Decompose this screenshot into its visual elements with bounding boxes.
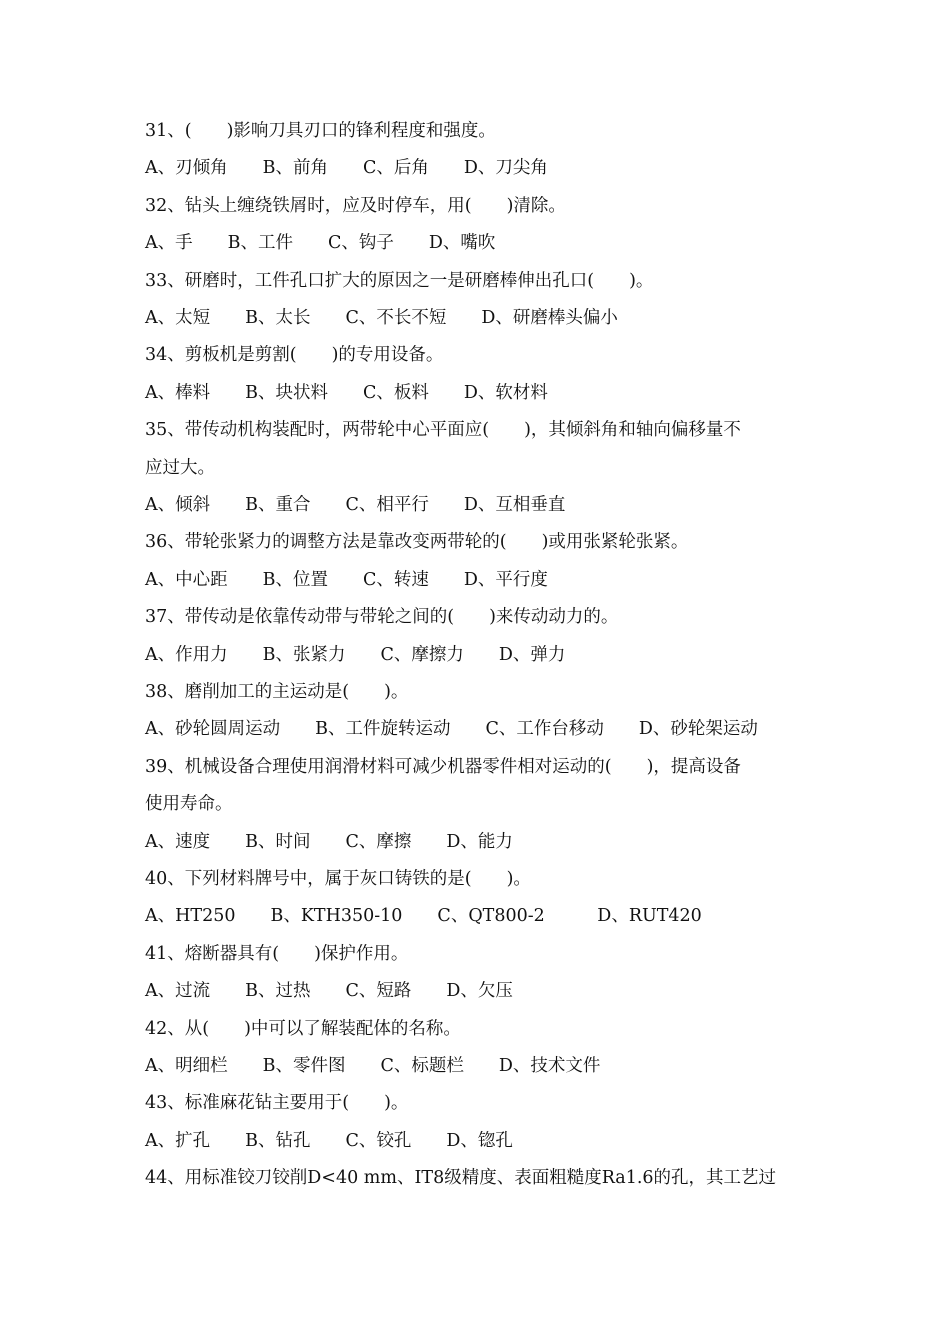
question-41: 41、熔断器具有( )保护作用。 xyxy=(145,944,409,964)
question-39: 39、机械设备合理使用润滑材料可减少机器零件相对运动的( )，提高设备 xyxy=(145,757,741,777)
options-40: A、HT250 B、KTH350-10 C、QT800-2 D、RUT420 xyxy=(145,906,702,926)
question-33: 33、研磨时，工件孔口扩大的原因之一是研磨棒伸出孔口( )。 xyxy=(145,271,654,291)
question-43: 43、标准麻花钻主要用于( )。 xyxy=(145,1093,409,1113)
question-35-cont: 应过大。 xyxy=(145,458,215,478)
question-39-cont: 使用寿命。 xyxy=(145,794,233,814)
options-33: A、太短 B、太长 C、不长不短 D、研磨棒头偏小 xyxy=(145,308,618,328)
question-34: 34、剪板机是剪割( )的专用设备。 xyxy=(145,345,444,365)
options-42: A、明细栏 B、零件图 C、标题栏 D、技术文件 xyxy=(145,1056,601,1076)
question-35: 35、带传动机构装配时，两带轮中心平面应( )，其倾斜角和轴向偏移量不 xyxy=(145,420,741,440)
options-38: A、砂轮圆周运动 B、工件旋转运动 C、工作台移动 D、砂轮架运动 xyxy=(145,719,758,739)
question-40: 40、下列材料牌号中，属于灰口铸铁的是( )。 xyxy=(145,869,531,889)
options-43: A、扩孔 B、钻孔 C、铰孔 D、锪孔 xyxy=(145,1131,513,1151)
options-31: A、刃倾角 B、前角 C、后角 D、刀尖角 xyxy=(145,158,548,178)
options-41: A、过流 B、过热 C、短路 D、欠压 xyxy=(145,981,513,1001)
options-37: A、作用力 B、张紧力 C、摩擦力 D、弹力 xyxy=(145,645,566,665)
question-44: 44、用标准铰刀铰削D<40 mm、IT8级精度、表面粗糙度Ra1.6的孔，其工艺过 xyxy=(145,1168,777,1188)
question-31: 31、( )影响刀具刃口的锋利程度和强度。 xyxy=(145,121,496,141)
question-37: 37、带传动是依靠传动带与带轮之间的( )来传动动力的。 xyxy=(145,607,619,627)
options-32: A、手 B、工件 C、钩子 D、嘴吹 xyxy=(145,233,496,253)
question-42: 42、从( )中可以了解装配体的名称。 xyxy=(145,1019,461,1039)
options-35: A、倾斜 B、重合 C、相平行 D、互相垂直 xyxy=(145,495,566,515)
options-39: A、速度 B、时间 C、摩擦 D、能力 xyxy=(145,832,513,852)
question-32: 32、钻头上缠绕铁屑时，应及时停车，用( )清除。 xyxy=(145,196,566,216)
options-34: A、棒料 B、块状料 C、板料 D、软材料 xyxy=(145,383,548,403)
options-36: A、中心距 B、位置 C、转速 D、平行度 xyxy=(145,570,548,590)
question-38: 38、磨削加工的主运动是( )。 xyxy=(145,682,409,702)
question-36: 36、带轮张紧力的调整方法是靠改变两带轮的( )或用张紧轮张紧。 xyxy=(145,532,689,552)
